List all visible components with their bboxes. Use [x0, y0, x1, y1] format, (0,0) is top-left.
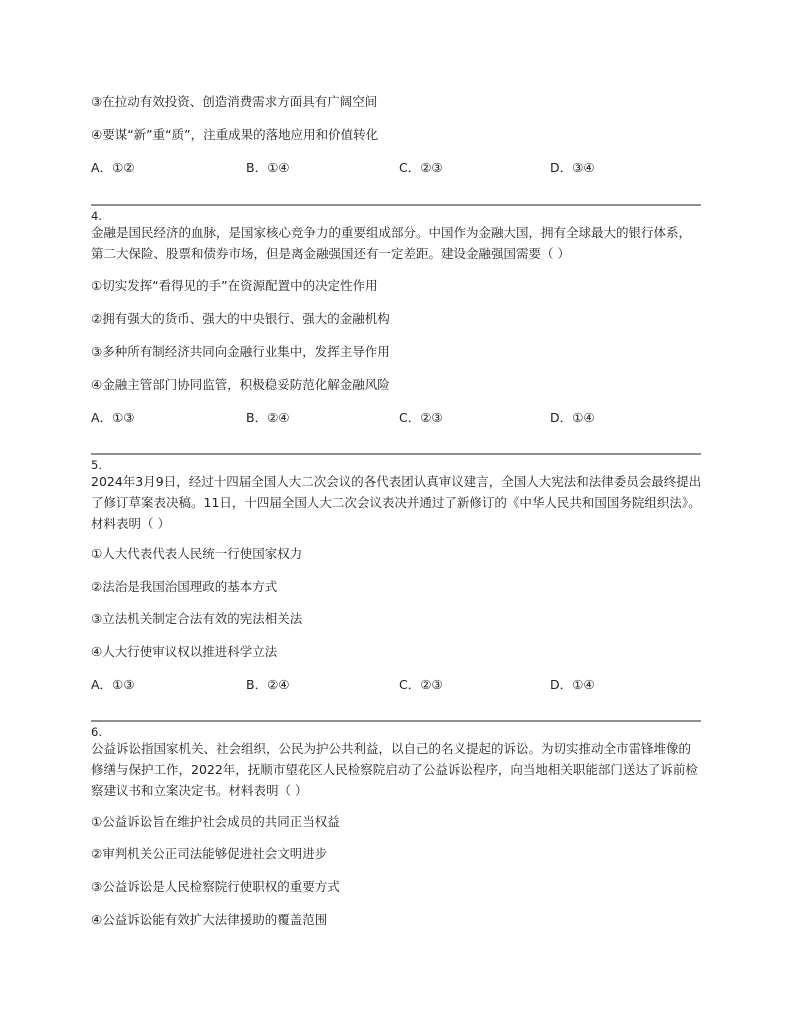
q4-statement-4: ④金融主管部门协同监管，积极稳妥防范化解金融风险: [91, 377, 390, 392]
q4-option-d[interactable]: D．①④: [550, 410, 595, 425]
q4-statement-1: ①切实发挥“看得见的手”在资源配置中的决定性作用: [91, 278, 378, 293]
q3-statement-3: ③在拉动有效投资、创造消费需求方面具有广阔空间: [91, 94, 378, 109]
q6-number: 6.: [91, 725, 102, 739]
q3-statement-4: ④要谋“新”重“质”，注重成果的落地应用和价值转化: [91, 127, 379, 142]
q3-option-d[interactable]: D．③④: [550, 160, 595, 175]
q4-number: 4.: [91, 209, 102, 223]
q4-stem: 金融是国民经济的血脉，是国家核心竞争力的重要组成部分。中国作为金融大国，拥有全球最大的银行体系，第二大保险、股票和债券市场，但是离金融强国还有一定差距。建设金融强国需要（ ）: [91, 225, 692, 261]
q5-option-c[interactable]: C．②③: [399, 677, 443, 692]
q3-option-a[interactable]: A．①②: [91, 160, 135, 175]
q5-statement-3: ③立法机关制定合法有效的宪法相关法: [91, 611, 303, 626]
q3-option-c[interactable]: C．②③: [399, 160, 443, 175]
question-divider: [91, 204, 701, 206]
q6-stem: 公益诉讼指国家机关、社会组织，公民为护公共利益，以自己的名义提起的诉讼。为切实推动全市雷锋堆像的修缮与保护工作，2022年，抚顺市望花区人民检察院启动了公益诉讼程序，向当地相关职能部门送达了诉前检察建议书和立案决定书。材料表明（ ）: [91, 741, 698, 798]
q5-number: 5.: [91, 458, 102, 472]
q4-option-c[interactable]: C．②③: [399, 410, 443, 425]
q5-statement-4: ④人大行使审议权以推进科学立法: [91, 644, 278, 659]
question-divider: [91, 720, 701, 722]
q6-statement-4: ④公益诉讼能有效扩大法律援助的覆盖范围: [91, 912, 328, 927]
q5-option-a[interactable]: A．①③: [91, 677, 135, 692]
q4-option-a[interactable]: A．①③: [91, 410, 135, 425]
q6-statement-1: ①公益诉讼旨在维护社会成员的共同正当权益: [91, 814, 340, 829]
q4-option-b[interactable]: B．②④: [246, 410, 290, 425]
q6-statement-3: ③公益诉讼是人民检察院行使职权的重要方式: [91, 879, 340, 894]
q5-option-d[interactable]: D．①④: [550, 677, 595, 692]
q4-options: [91, 409, 703, 427]
q5-option-b[interactable]: B．②④: [246, 677, 290, 692]
q4-statement-2: ②拥有强大的货币、强大的中央银行、强大的金融机构: [91, 311, 390, 326]
q4-statement-3: ③多种所有制经济共同向金融行业集中，发挥主导作用: [91, 344, 390, 359]
q6-statement-2: ②审判机关公正司法能够促进社会文明进步: [91, 846, 328, 861]
q5-statement-1: ①人大代表代表人民统一行使国家权力: [91, 546, 303, 561]
q5-options: [91, 676, 703, 694]
question-divider: [91, 453, 701, 455]
q5-statement-2: ②法治是我国治国理政的基本方式: [91, 579, 278, 594]
q3-options: [91, 159, 703, 177]
q5-stem: 2024年3月9日，经过十四届全国人大二次会议的各代表团认真审议建言，全国人大宪法和法律委员会最终提出了修订草案表决稿。11日，十四届全国人大二次会议表决并通过了新修订的《中华人民共和国国务院组织法》。材料表明（ ）: [91, 474, 702, 531]
q3-option-b[interactable]: B．①④: [246, 160, 290, 175]
